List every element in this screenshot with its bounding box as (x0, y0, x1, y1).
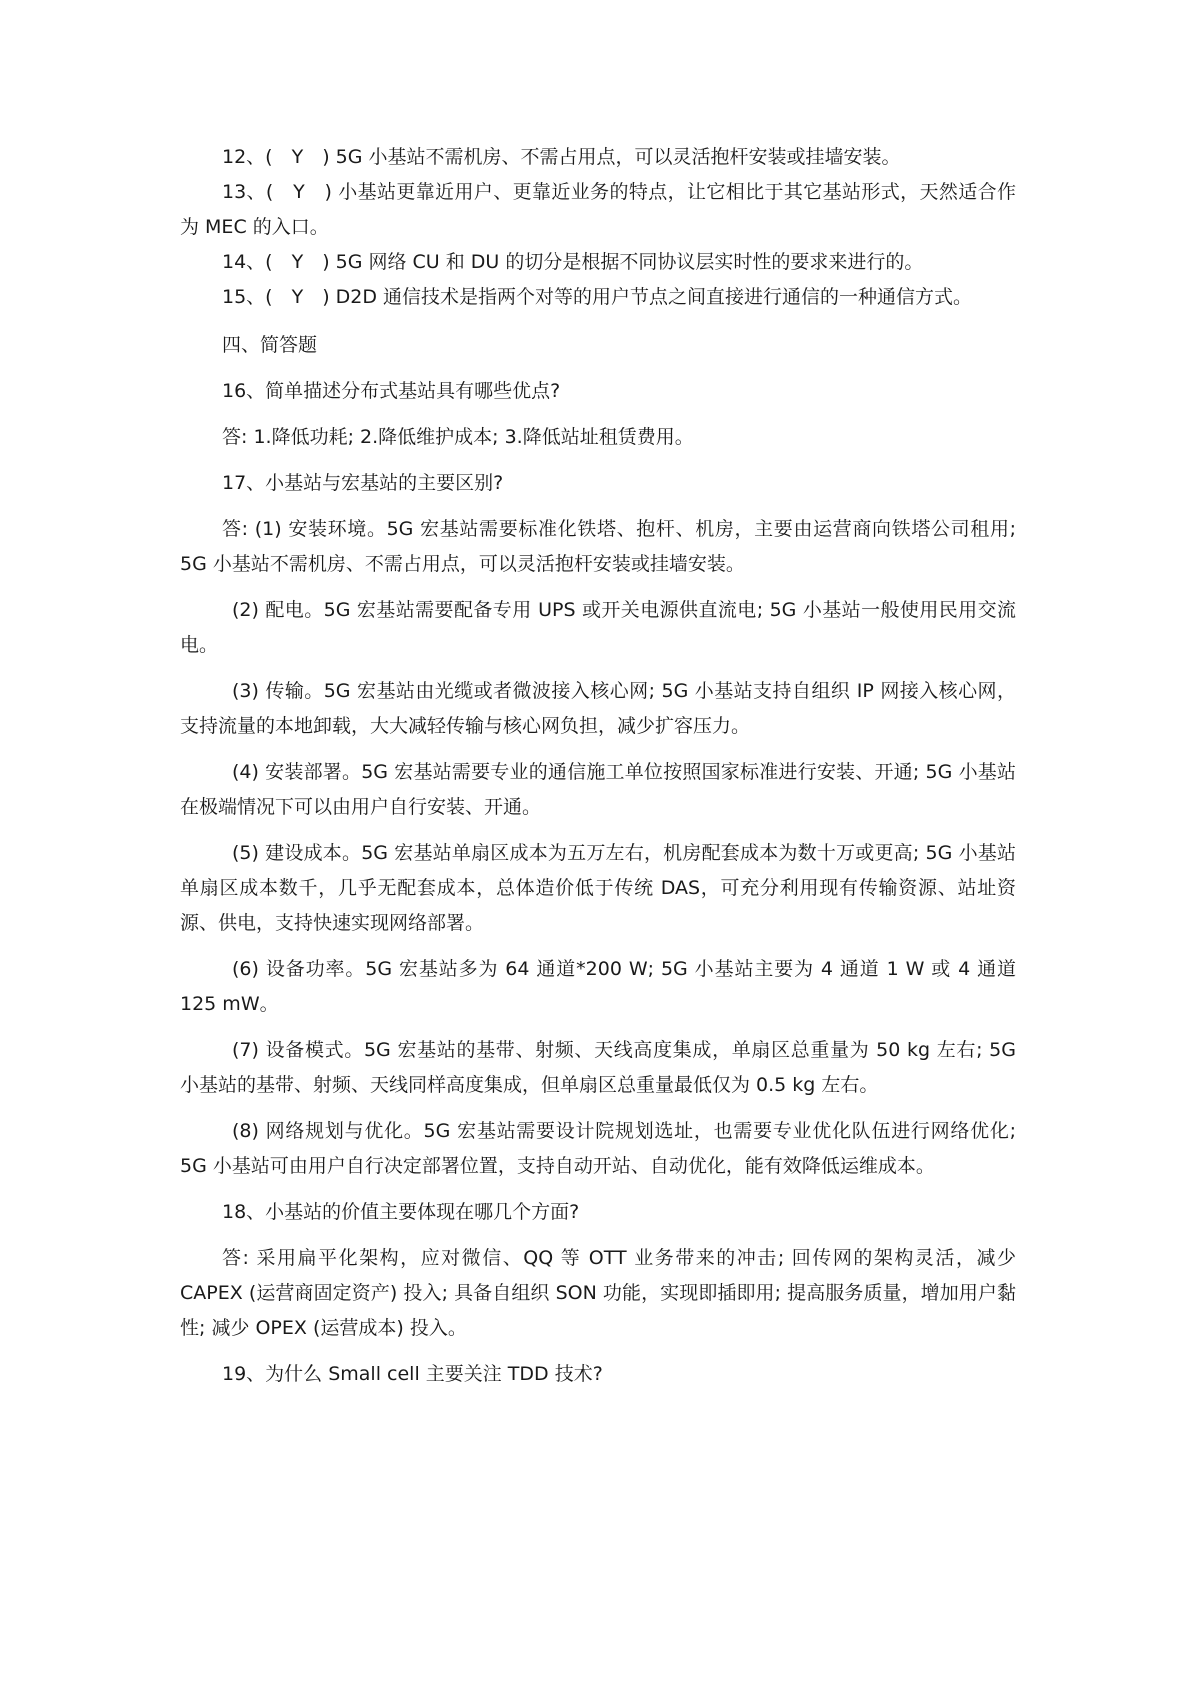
answer-16: 答: 1.降低功耗; 2.降低维护成本; 3.降低站址租赁费用。 (222, 426, 694, 448)
question-18: 18、小基站的价值主要体现在哪几个方面? (222, 1201, 580, 1223)
judgement-item-15: 15、( Y ) D2D 通信技术是指两个对等的用户节点之间直接进行通信的一种通信方式。 (222, 286, 973, 308)
answer-17-point-8: (8) 网络规划与优化。5G 宏基站需要设计院规划选址，也需要专业优化队伍进行网络优化; 5G 小基站可由用户自行决定部署位置，支持自动开站、自动优化，能有效降低运维成本。 (180, 1120, 1016, 1177)
question-19: 19、为什么 Small cell 主要关注 TDD 技术? (222, 1363, 603, 1385)
answer-17-point-6: (6) 设备功率。5G 宏基站多为 64 通道*200 W; 5G 小基站主要为 4 通道 1 W 或 4 通道 125 mW。 (180, 958, 1016, 1015)
answer-18: 答: 采用扁平化架构，应对微信、QQ 等 OTT 业务带来的冲击; 回传网的架构灵活，减少 CAPEX (运营商固定资产) 投入; 具备自组织 SON 功能，实现即插即用; 提高服务质量，增加用户黏性; 减少 OPEX (运营成本) 投入。 (180, 1247, 1016, 1339)
answer-17-point-3: (3) 传输。5G 宏基站由光缆或者微波接入核心网; 5G 小基站支持自组织 IP 网接入核心网，支持流量的本地卸载，大大减轻传输与核心网负担，减少扩容压力。 (180, 680, 1016, 737)
answer-17: 答: (1) 安装环境。5G 宏基站需要标准化铁塔、抱杆、机房，主要由运营商向铁塔公司租用; 5G 小基站不需机房、不需占用点，可以灵活抱杆安装或挂墙安装。 (180, 518, 1016, 575)
document-page (180, 140, 1016, 1392)
answer-17-point-2: (2) 配电。5G 宏基站需要配备专用 UPS 或开关电源供直流电; 5G 小基站一般使用民用交流电。 (180, 599, 1016, 656)
judgement-item-14: 14、( Y ) 5G 网络 CU 和 DU 的切分是根据不同协议层实时性的要求来进行的。 (222, 251, 924, 273)
judgement-item-13: 13、( Y ) 小基站更靠近用户、更靠近业务的特点，让它相比于其它基站形式，天然适合作为 MEC 的入口。 (180, 181, 1016, 238)
judgement-item-12: 12、( Y ) 5G 小基站不需机房、不需占用点，可以灵活抱杆安装或挂墙安装。 (222, 146, 901, 168)
answer-17-point-7: (7) 设备模式。5G 宏基站的基带、射频、天线高度集成，单扇区总重量为 50 kg 左右; 5G 小基站的基带、射频、天线同样高度集成，但单扇区总重量最低仅为 0.5 kg 左右。 (180, 1039, 1016, 1096)
answer-17-point-4: (4) 安装部署。5G 宏基站需要专业的通信施工单位按照国家标准进行安装、开通; 5G 小基站在极端情况下可以由用户自行安装、开通。 (180, 761, 1016, 818)
section-heading: 四、简答题 (222, 334, 318, 356)
question-17: 17、小基站与宏基站的主要区别? (222, 472, 504, 494)
question-16: 16、简单描述分布式基站具有哪些优点? (222, 380, 561, 402)
answer-17-point-5: (5) 建设成本。5G 宏基站单扇区成本为五万左右，机房配套成本为数十万或更高; 5G 小基站单扇区成本数千，几乎无配套成本，总体造价低于传统 DAS，可充分利用现有传输资源、站址资源、供电，支持快速实现网络部署。 (180, 842, 1016, 934)
